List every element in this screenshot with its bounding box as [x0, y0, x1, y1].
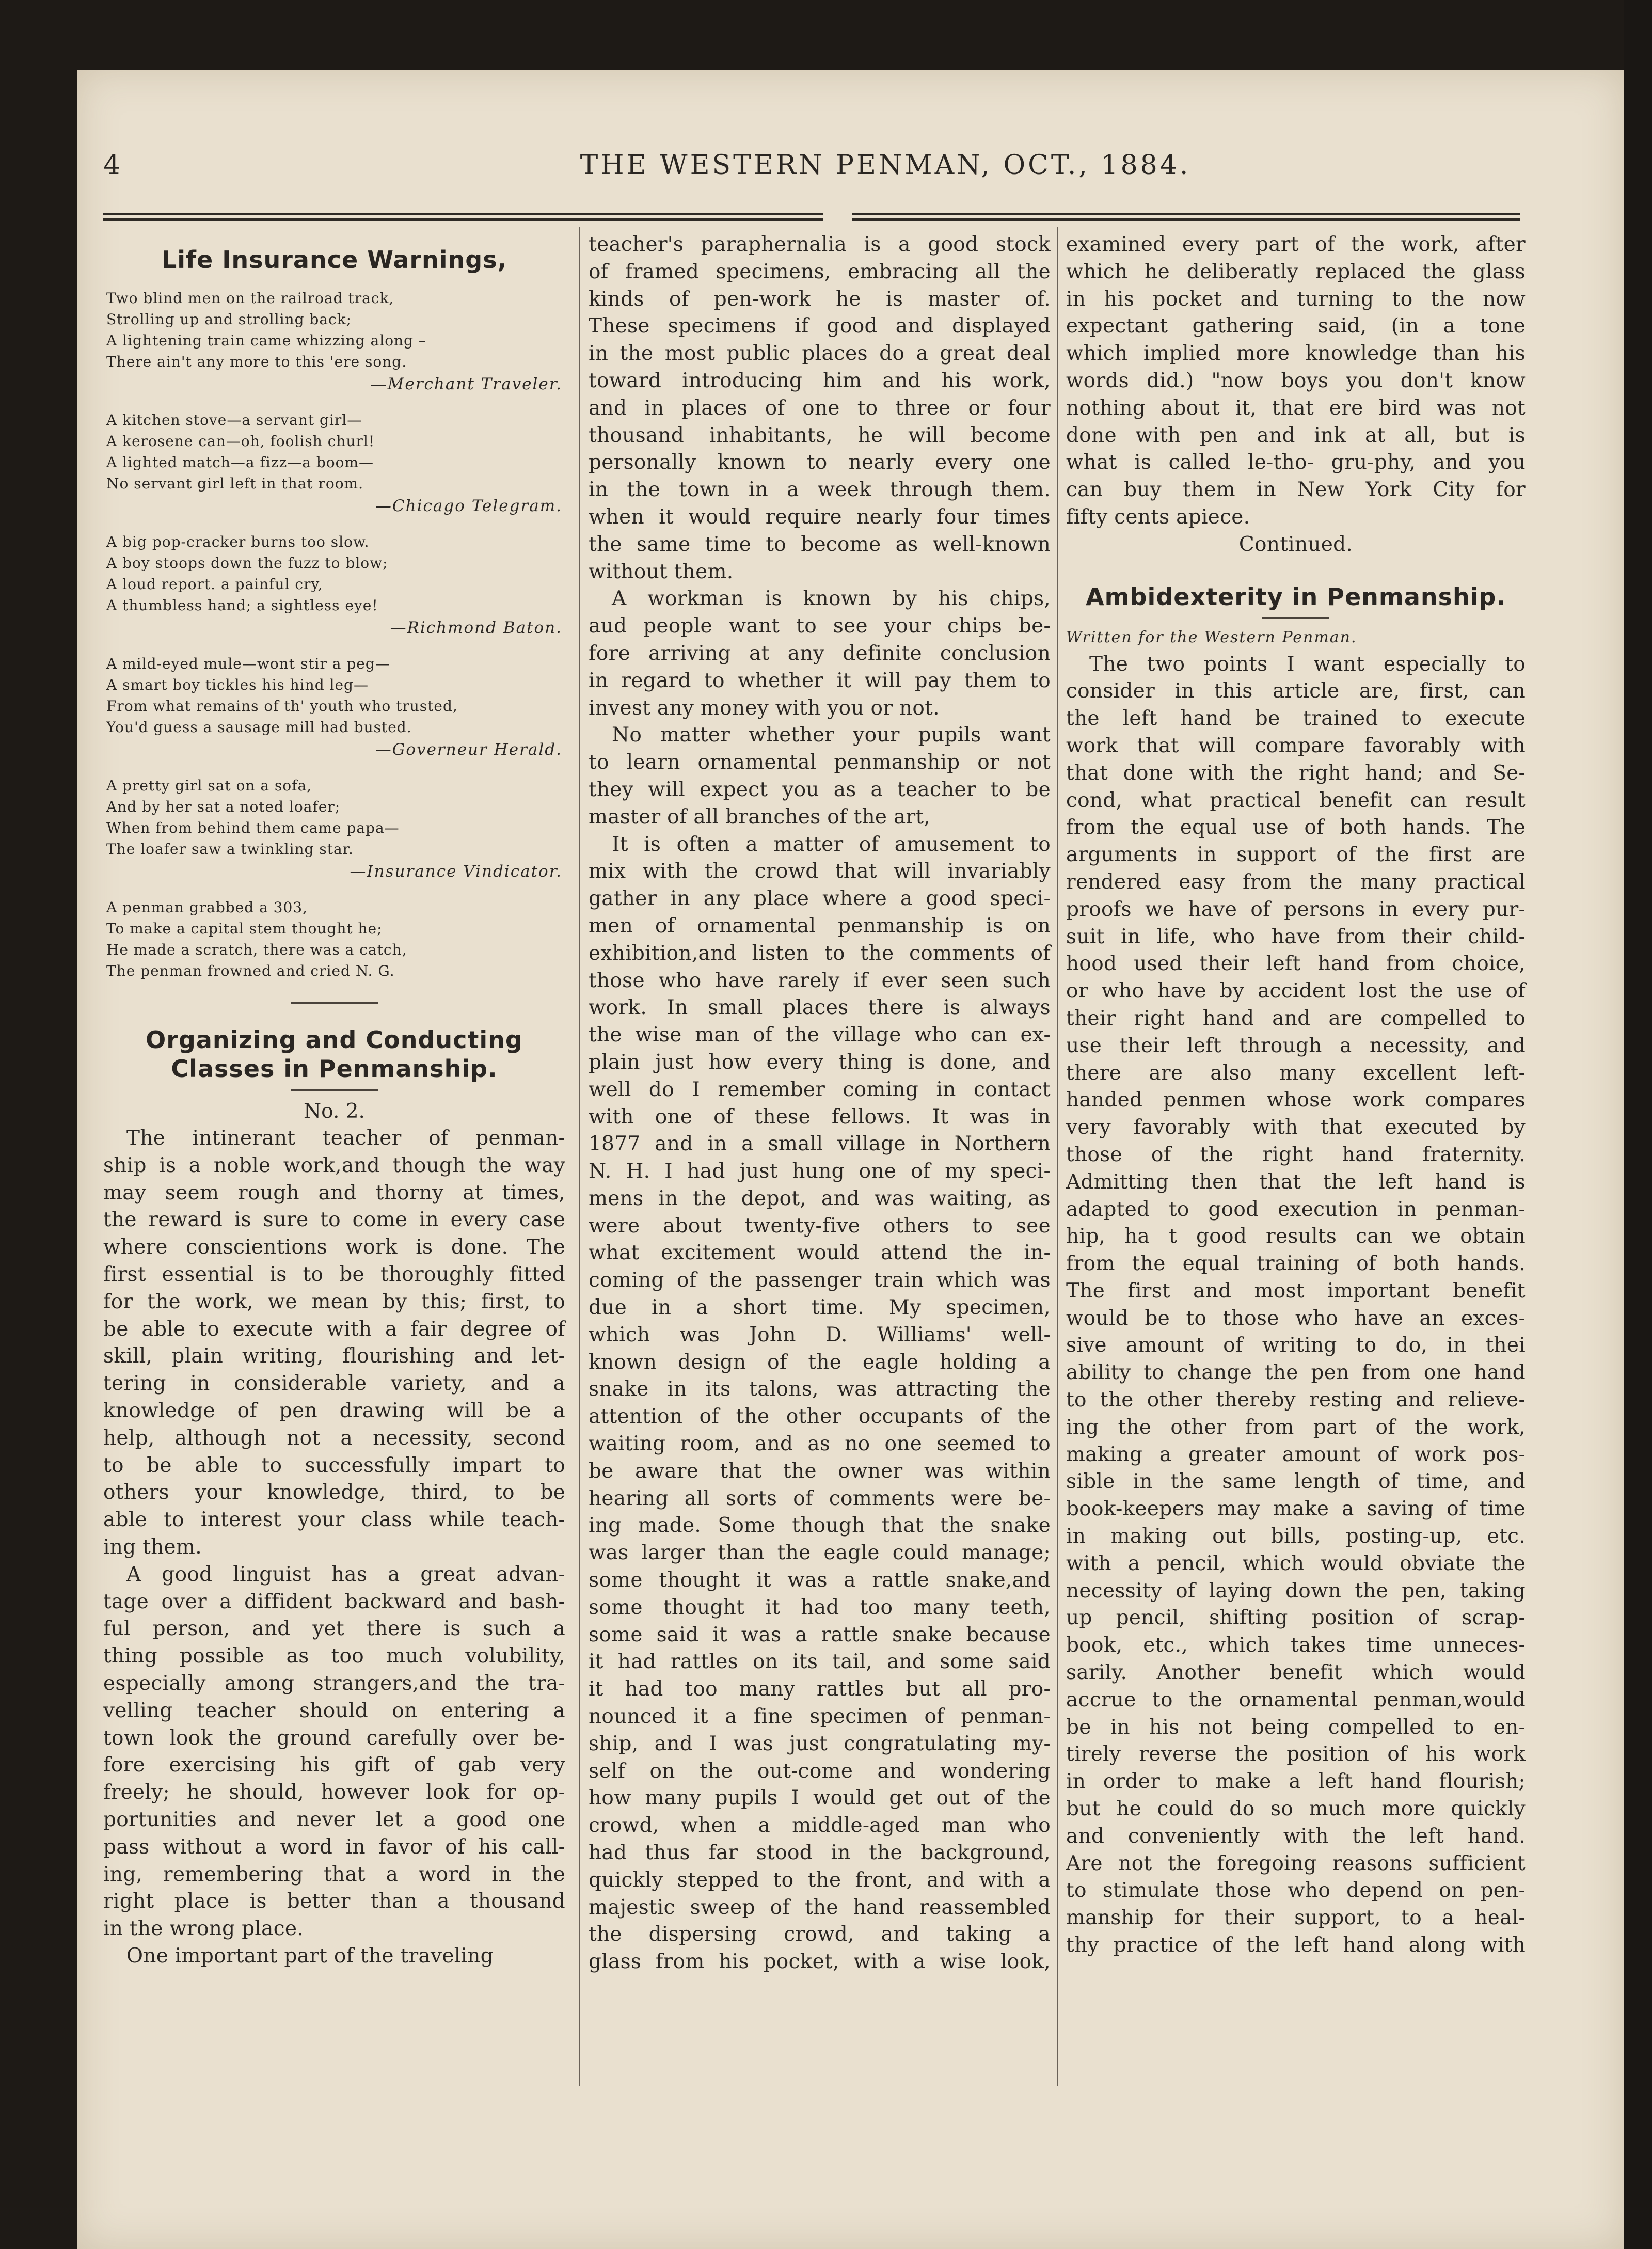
text-line: up pencil, shifting position of scrap-	[1066, 1606, 1526, 1630]
byline: Written for the Western Penman.	[1066, 628, 1357, 646]
poem-line: A lighted match—a fizz—a boom—	[106, 454, 374, 471]
text-line: freely; he should, however look for op-	[103, 1781, 565, 1804]
text-line: men of ornamental penmanship is on	[589, 914, 1051, 938]
text-line: The two points I want especially to	[1089, 652, 1526, 676]
page-number: 4	[103, 150, 122, 181]
text-line: waiting room, and as no one seemed to	[589, 1432, 1051, 1456]
poem-line: A big pop-cracker burns too slow.	[106, 533, 370, 550]
text-line: The first and most important benefit	[1066, 1279, 1526, 1303]
text-line: work that will compare favorably with	[1066, 734, 1526, 757]
poem-citation: —Chicago Telegram.	[375, 497, 562, 515]
running-head: THE WESTERN PENMAN, OCT., 1884.	[580, 150, 1191, 181]
text-line: tirely reverse the position of his work	[1066, 1743, 1526, 1766]
text-line: to be able to successfully impart to	[103, 1453, 565, 1477]
text-line: they will expect you as a teacher to be	[589, 778, 1051, 801]
poem-citation: —Richmond Baton.	[390, 619, 562, 637]
text-line: nounced it a fine specimen of penman-	[589, 1705, 1051, 1729]
text-line: in regard to whether it will pay them to	[589, 669, 1051, 692]
poem-line: A loud report. a painful cry,	[106, 576, 323, 593]
text-line: known design of the eagle holding a	[589, 1350, 1051, 1374]
text-line: words did.) "now boys you don't know	[1066, 369, 1526, 392]
text-line: expectant gathering said, (in a tone	[1066, 314, 1526, 338]
text-line: some thought it was a rattle snake,and	[589, 1569, 1051, 1592]
text-line: when it would require nearly four times	[589, 505, 1051, 529]
text-line: thing possible as too much volubility,	[103, 1644, 565, 1668]
article-number: No. 2.	[304, 1100, 365, 1123]
organizing-text-end	[1066, 231, 1526, 531]
poem-line: There ain't any more to this 'ere song.	[106, 353, 407, 370]
text-line: book, etc., which takes time unneces-	[1066, 1634, 1526, 1657]
poem-stanza	[103, 288, 565, 396]
poem-line: A thumbless hand; a sightless eye!	[106, 597, 378, 614]
header-rule-thick	[852, 218, 1520, 221]
text-line: especially among strangers,and the tra-	[103, 1671, 565, 1695]
text-line: be aware that the owner was within	[589, 1459, 1051, 1483]
text-line: examined every part of the work, after	[1066, 233, 1526, 256]
poem-line: A kerosene can—oh, foolish churl!	[106, 433, 375, 450]
text-line: plain just how every thing is done, and	[589, 1050, 1051, 1074]
text-line: proofs we have of persons in every pur-	[1066, 897, 1526, 921]
poem-citation: —Governeur Herald.	[375, 740, 562, 759]
organizing-title-line1: Organizing and Conducting	[146, 1026, 523, 1054]
text-line: or who have by accident lost the use of	[1066, 979, 1526, 1003]
text-line: suit in life, who have from their child-	[1066, 925, 1526, 948]
text-line: there are also many excellent left-	[1066, 1061, 1526, 1085]
text-line: book-keepers may make a saving of time	[1066, 1497, 1526, 1521]
text-line: those of the right hand fraternity.	[1066, 1143, 1526, 1166]
organizing-text-continued	[589, 231, 1051, 1976]
text-line: which was John D. Williams' well-	[589, 1323, 1051, 1347]
text-line: be in his not being compelled to en-	[1066, 1715, 1526, 1739]
poem-line: A mild-eyed mule—wont stir a peg—	[106, 655, 390, 672]
text-line: some thought it had too many teeth,	[589, 1595, 1051, 1619]
text-line: ing, remembering that a word in the	[103, 1862, 565, 1886]
text-line: fore arriving at any definite conclusion	[589, 641, 1051, 665]
poem-line: You'd guess a sausage mill had busted.	[106, 719, 412, 736]
text-line: skill, plain writing, flourishing and let-	[103, 1344, 565, 1368]
text-line: aud people want to see your chips be-	[589, 614, 1051, 638]
text-line: thousand inhabitants, he will become	[589, 423, 1051, 447]
section-rule	[291, 1002, 378, 1004]
ambidexterity-text	[1066, 651, 1526, 1959]
organizing-text	[103, 1125, 565, 1970]
column-divider	[579, 227, 580, 2086]
poem-line: To make a capital stem thought he;	[106, 920, 383, 937]
poem-stanza	[103, 775, 565, 883]
column-1	[103, 235, 565, 1970]
text-line: tering in considerable variety, and a	[103, 1372, 565, 1396]
text-line: of framed specimens, embracing all the	[589, 260, 1051, 283]
text-line: which implied more knowledge than his	[1066, 342, 1526, 366]
poem-citation: —Insurance Vindicator.	[350, 862, 562, 881]
text-line: ship is a noble work,and though the way	[103, 1153, 565, 1177]
column-divider	[1057, 227, 1058, 2086]
text-line: hip, ha t good results can we obtain	[1066, 1225, 1526, 1248]
text-line: to the other thereby resting and relieve-	[1066, 1388, 1526, 1412]
text-line: The intinerant teacher of penman-	[126, 1127, 565, 1150]
text-line: mens in the depot, and was waiting, as	[589, 1186, 1051, 1210]
text-line: with one of these fellows. It was in	[589, 1105, 1051, 1129]
text-line: in making out bills, posting-up, etc.	[1066, 1525, 1526, 1548]
text-line: the left hand be trained to execute	[1066, 707, 1526, 731]
text-line: the dispersing crowd, and taking a	[589, 1923, 1051, 1946]
text-line: in the wrong place.	[103, 1917, 304, 1941]
text-line: can buy them in New York City for	[1066, 478, 1526, 502]
poem	[103, 288, 565, 981]
text-line: hood used their left hand from choice,	[1066, 952, 1526, 976]
poem-line: No servant girl left in that room.	[106, 475, 364, 492]
text-line: kinds of pen-work he is master of.	[589, 287, 1051, 311]
poem-line: The loafer saw a twinkling star.	[106, 841, 354, 858]
poem-stanza	[103, 409, 565, 518]
poem-stanza	[103, 897, 565, 981]
continued-note: Continued.	[1238, 532, 1353, 556]
text-line: with a pencil, which would obviate the	[1066, 1551, 1526, 1575]
text-line: had thus far stood in the background,	[589, 1841, 1051, 1865]
text-line: ability to change the pen from one hand	[1066, 1361, 1526, 1385]
text-line: knowledge of pen drawing will be a	[103, 1399, 565, 1422]
text-line: Are not the foregoing reasons sufficient	[1066, 1851, 1526, 1875]
poem-line: A smart boy tickles his hind leg—	[106, 676, 369, 693]
text-line: attention of the other occupants of the	[589, 1405, 1051, 1429]
text-line: and conveniently with the left hand.	[1066, 1824, 1526, 1848]
text-line: consider in this article are, first, can	[1066, 679, 1526, 703]
poem-line: A kitchen stove—a servant girl—	[106, 411, 362, 429]
text-line: 1877 and in a small village in Northern	[589, 1132, 1051, 1156]
text-line: ful person, and yet there is such a	[103, 1617, 565, 1641]
text-line: fifty cents apiece.	[1066, 505, 1250, 529]
text-line: nothing about it, that ere bird was not	[1066, 396, 1526, 420]
poem-line: A lightening train came whizzing along –	[106, 332, 426, 349]
text-line: accrue to the ornamental penman,would	[1066, 1688, 1526, 1712]
text-line: able to interest your class while teach-	[103, 1508, 565, 1532]
text-line: glass from his pocket, with a wise look,	[589, 1950, 1051, 1974]
text-line: the same time to become as well-known	[589, 532, 1051, 556]
text-line: sible in the same length of time, and	[1066, 1470, 1526, 1494]
text-line: fore exercising his gift of gab very	[103, 1753, 565, 1777]
poem-line: A boy stoops down the fuzz to blow;	[106, 555, 388, 572]
poem-line: Two blind men on the railroad track,	[106, 290, 394, 307]
scan-edge	[1624, 0, 1652, 2249]
poem-line: A penman grabbed a 303,	[106, 899, 308, 916]
text-line: work. In small places there is always	[589, 996, 1051, 1020]
text-line: coming of the passenger train which was	[589, 1269, 1051, 1292]
text-line: cond, what practical benefit can result	[1066, 788, 1526, 812]
text-line: A good linguist has a great advan-	[126, 1562, 565, 1586]
poem-line: A pretty girl sat on a sofa,	[106, 777, 312, 794]
text-line: from the equal use of both hands. The	[1066, 816, 1526, 840]
text-line: exhibition,and listen to the comments of	[589, 941, 1051, 965]
column-2	[589, 231, 1051, 1976]
text-line: teacher's paraphernalia is a good stock	[589, 233, 1051, 256]
text-line: adapted to good execution in penman-	[1066, 1197, 1526, 1221]
text-line: well do I remember coming in contact	[589, 1078, 1051, 1101]
text-line: ship, and I was just congratulating my-	[589, 1732, 1051, 1755]
text-line: use their left through a necessity, and	[1066, 1034, 1526, 1057]
poem-stanza	[103, 653, 565, 762]
text-line: their right hand and are compelled to	[1066, 1006, 1526, 1030]
text-line: in his pocket and turning to the now	[1066, 287, 1526, 311]
text-line: due in a short time. My specimen,	[589, 1296, 1051, 1320]
section-rule	[291, 1089, 378, 1091]
text-line: master of all branches of the art,	[589, 805, 931, 829]
text-line: were about twenty-five others to see	[589, 1214, 1051, 1238]
text-line: personally known to nearly every one	[589, 451, 1051, 474]
text-line: some said it was a rattle snake because	[589, 1623, 1051, 1646]
text-line: sive amount of writing to do, in thei	[1066, 1334, 1526, 1357]
text-line: for the work, we mean by this; first, to	[103, 1290, 565, 1313]
text-line: what excitement would attend the in-	[589, 1241, 1051, 1265]
text-line: handed penmen whose work compares	[1066, 1088, 1526, 1112]
text-line: ing them.	[103, 1535, 202, 1559]
text-line: would be to those who have an exces-	[1066, 1306, 1526, 1330]
text-line: It is often a matter of amusement to	[612, 832, 1051, 856]
text-line: that done with the right hand; and Se-	[1066, 761, 1526, 785]
text-line: pass without a word in favor of his call-	[103, 1835, 565, 1859]
text-line: but he could do so much more quickly	[1066, 1797, 1526, 1821]
text-line: may seem rough and thorny at times,	[103, 1181, 565, 1205]
text-line: done with pen and ink at all, but is	[1066, 423, 1526, 447]
poem-line: And by her sat a noted loafer;	[106, 798, 341, 815]
text-line: invest any money with you or not.	[589, 696, 940, 720]
text-line: ing made. Some though that the snake	[589, 1514, 1051, 1538]
text-line: first essential is to be thoroughly fitted	[103, 1262, 565, 1286]
poem-line: Strolling up and strolling back;	[106, 311, 352, 328]
text-line: necessity of laying down the pen, taking	[1066, 1579, 1526, 1603]
text-line: be able to execute with a fair degree of	[103, 1317, 565, 1341]
poem-line: He made a scratch, there was a catch,	[106, 941, 407, 958]
text-line: majestic sweep of the hand reassembled	[589, 1895, 1051, 1919]
text-line: self on the out-come and wondering	[589, 1759, 1051, 1783]
header-rule	[852, 213, 1520, 215]
header-rule	[103, 213, 823, 215]
life-insurance-title: Life Insurance Warnings,	[161, 246, 507, 274]
text-line: manship for their support, to a heal-	[1066, 1906, 1526, 1930]
column-3	[1066, 231, 1526, 1959]
text-line: rendered easy from the many practical	[1066, 870, 1526, 894]
poem-citation: —Merchant Traveler.	[370, 375, 562, 393]
text-line: mix with the crowd that will invariably	[589, 860, 1051, 883]
text-line: town look the ground carefully over be-	[103, 1726, 565, 1750]
text-line: help, although not a necessity, second	[103, 1426, 565, 1450]
text-line: in order to make a left hand flourish;	[1066, 1770, 1526, 1794]
text-line: gather in any place where a good speci-	[589, 887, 1051, 911]
text-line: One important part of the traveling	[126, 1944, 494, 1968]
text-line: from the equal training of both hands.	[1066, 1252, 1526, 1276]
text-line: to stimulate those who depend on pen-	[1066, 1879, 1526, 1903]
poem-line: From what remains of th' youth who trusted,	[106, 698, 458, 715]
text-line: which he deliberatly replaced the glass	[1066, 260, 1526, 283]
section-rule	[1262, 617, 1329, 619]
text-line: making a greater amount of work pos-	[1066, 1443, 1526, 1466]
poem-line: The penman frowned and cried N. G.	[106, 962, 395, 979]
text-line: quickly stepped to the front, and with a	[589, 1868, 1051, 1892]
text-line: snake in its talons, was attracting the	[589, 1377, 1051, 1401]
text-line: without them.	[589, 560, 734, 583]
text-line: what is called le-tho- gru-phy, and you	[1066, 451, 1526, 474]
text-line: crowd, when a middle-aged man who	[589, 1814, 1051, 1838]
text-line: Admitting then that the left hand is	[1066, 1170, 1526, 1194]
text-line: it had too many rattles but all pro-	[589, 1677, 1051, 1701]
text-line: how many pupils I would get out of the	[589, 1786, 1051, 1810]
ambidexterity-title: Ambidexterity in Penmanship.	[1086, 582, 1506, 611]
text-line: others your knowledge, third, to be	[103, 1481, 565, 1504]
text-line: No matter whether your pupils want	[612, 723, 1051, 747]
header-rule-thick	[103, 218, 823, 221]
text-line: in the most public places do a great deal	[589, 342, 1051, 366]
poem-line: When from behind them came papa—	[106, 819, 400, 836]
text-line: in the town in a week through them.	[589, 478, 1051, 502]
text-line: tage over a diffident backward and bash-	[103, 1590, 565, 1613]
text-line: toward introducing him and his work,	[589, 369, 1051, 392]
text-line: portunities and never let a good one	[103, 1808, 565, 1831]
text-line: those who have rarely if ever seen such	[589, 969, 1051, 992]
text-line: These specimens if good and displayed	[589, 314, 1051, 338]
text-line: and in places of one to three or four	[589, 396, 1051, 420]
text-line: hearing all sorts of comments were be-	[589, 1486, 1051, 1510]
text-line: N. H. I had just hung one of my speci-	[589, 1160, 1051, 1183]
text-line: to learn ornamental penmanship or not	[589, 751, 1051, 774]
text-line: the wise man of the village who can ex-	[589, 1023, 1051, 1047]
text-line: very favorably with that executed by	[1066, 1116, 1526, 1139]
text-line: velling teacher should on entering a	[103, 1699, 565, 1722]
text-line: where conscientions work is done. The	[103, 1236, 565, 1259]
organizing-title-line2: Classes in Penmanship.	[171, 1055, 498, 1083]
text-line: was larger than the eagle could manage;	[589, 1541, 1051, 1565]
text-line: A workman is known by his chips,	[612, 587, 1051, 611]
text-line: sarily. Another benefit which would	[1066, 1661, 1526, 1685]
text-line: thy practice of the left hand along with	[1066, 1934, 1526, 1957]
text-line: ing the other from part of the work,	[1066, 1415, 1526, 1439]
text-line: right place is better than a thousand	[103, 1890, 565, 1913]
text-line: arguments in support of the first are	[1066, 843, 1526, 867]
text-line: the reward is sure to come in every case	[103, 1208, 565, 1232]
poem-stanza	[103, 531, 565, 640]
text-line: it had rattles on its tail, and some said	[589, 1650, 1051, 1674]
page-header	[103, 150, 1528, 196]
